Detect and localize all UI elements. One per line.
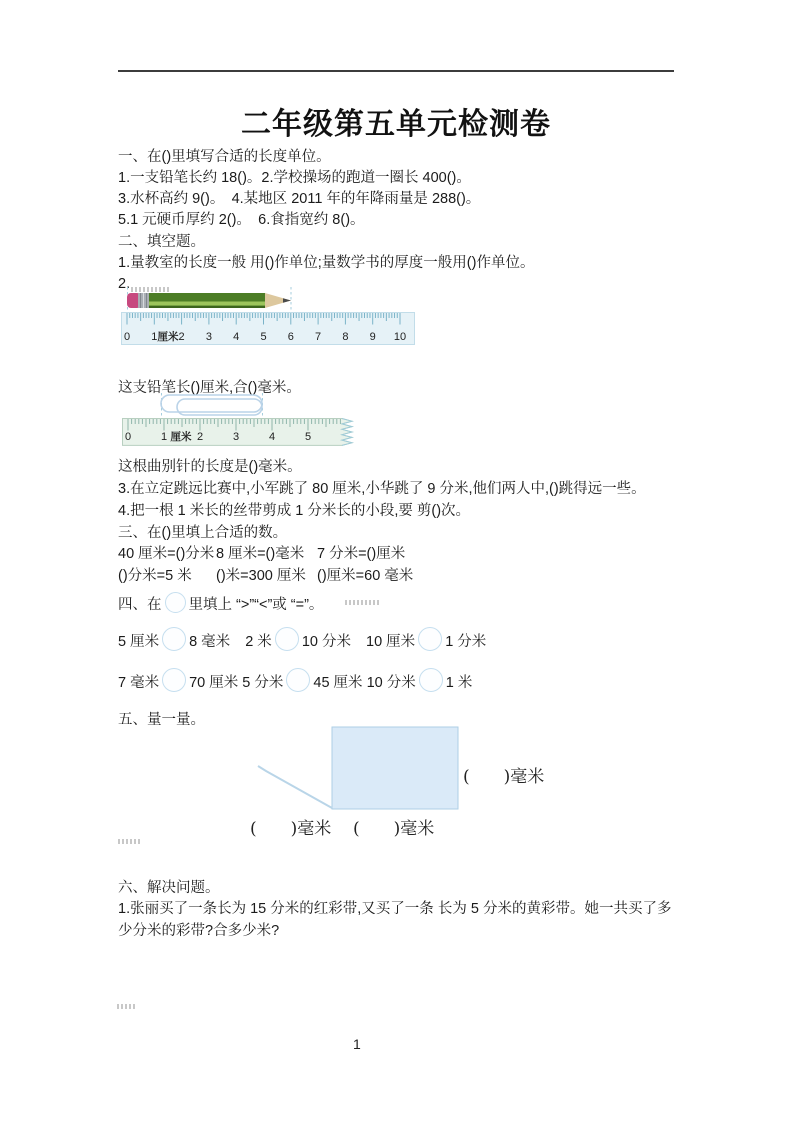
section6-heading: 六、解决问题。 bbox=[118, 880, 220, 896]
compare-right: 8 毫米 bbox=[189, 634, 231, 650]
compare-group bbox=[118, 634, 230, 650]
ruler-tick-label: 2 bbox=[178, 331, 185, 343]
tiny-print-smudge bbox=[118, 839, 140, 844]
ruler-tick-label: 9 bbox=[369, 331, 376, 343]
section3-heading: 三、在()里填上合适的数。 bbox=[118, 525, 288, 541]
section3-item: ()厘米=60 毫米 bbox=[317, 568, 414, 584]
compare-left: 10 分米 bbox=[366, 675, 416, 691]
compare-group bbox=[118, 675, 238, 691]
page-title: 二年级第五单元检测卷 bbox=[241, 108, 551, 141]
ruler-tick-label: 7 bbox=[315, 331, 322, 343]
compare-circle bbox=[286, 668, 310, 692]
compare-left: 2 米 bbox=[245, 634, 272, 650]
section1-line1: 1.一支铅笔长约 18()。2.学校操场的跑道一圈长 400()。 bbox=[118, 170, 471, 186]
watermark-smudge bbox=[117, 1004, 135, 1009]
clip-caption: 这根曲别针的长度是()毫米。 bbox=[118, 459, 302, 475]
cm-unit-label: 厘米 bbox=[170, 431, 192, 443]
ruler-tick-label: 4 bbox=[268, 431, 276, 443]
compare-right: 1 分米 bbox=[445, 634, 487, 650]
compare-circle bbox=[275, 627, 299, 651]
header-rule bbox=[118, 70, 674, 72]
section1-line2: 3.水杯高约 9()。 4.某地区 2011 年的年降雨量是 288()。 bbox=[118, 191, 481, 207]
section4-row1 bbox=[118, 627, 486, 655]
section3-item: 40 厘米=()分米 bbox=[118, 546, 215, 562]
ruler-tick-label: 1 bbox=[160, 431, 168, 443]
compare-circle bbox=[418, 627, 442, 651]
section2-q2-label: 2. bbox=[118, 276, 131, 292]
section4-heading-suffix: 里填上 “>”“<”或 “=”。 bbox=[188, 597, 324, 613]
paperclip-ruler-figure bbox=[118, 388, 378, 448]
paperclip-illustration bbox=[161, 395, 262, 415]
compare-right: 10 分米 bbox=[301, 634, 351, 650]
section1-heading: 一、在()里填写合适的长度单位。 bbox=[118, 149, 331, 165]
ruler-tick-label: 0 bbox=[123, 331, 131, 343]
compare-right: 45 厘米 bbox=[313, 675, 363, 691]
measure-rectangle bbox=[332, 727, 458, 809]
ruler-tick-label: 4 bbox=[233, 331, 240, 343]
ruler-tick-label: 3 bbox=[232, 431, 240, 443]
cm-unit-label: 厘米 bbox=[157, 331, 179, 343]
page-number: 1 bbox=[353, 1036, 361, 1052]
compare-circle bbox=[162, 668, 186, 692]
compare-right: 1 米 bbox=[445, 675, 473, 691]
mm-label-right: ( )毫米 bbox=[463, 767, 545, 787]
pencil-illustration bbox=[127, 293, 291, 308]
section3-item: ()分米=5 米 bbox=[118, 568, 192, 584]
compare-left: 10 厘米 bbox=[366, 634, 416, 650]
compare-circle bbox=[165, 592, 186, 613]
compare-group bbox=[242, 675, 362, 691]
section6-q1: 1.张丽买了一条长为 15 分米的红彩带,又买了一条 长为 5 分米的黄彩带。她一共买了多少分米的彩带?合多少米? bbox=[118, 901, 672, 939]
section2-q3: 3.在立定跳远比赛中,小军跳了 80 厘米,小华跳了 9 分米,他们两人中,()跳得远一些。 bbox=[118, 481, 646, 497]
ruler-tick-label: 8 bbox=[342, 331, 349, 343]
ruler-tick-label: 6 bbox=[287, 331, 294, 343]
mm-label-bottom-left: ( )毫米 bbox=[250, 819, 332, 839]
ruler-tick-label: 5 bbox=[304, 431, 312, 443]
section4-heading bbox=[118, 592, 323, 616]
section1-line3: 5.1 元硬币厚约 2()。 6.食指宽约 8()。 bbox=[118, 212, 365, 228]
compare-right: 70 厘米 bbox=[189, 675, 239, 691]
ruler-tick-label: 10 bbox=[393, 331, 407, 343]
ruler-tick-label: 3 bbox=[205, 331, 212, 343]
ruler-tick-label: 2 bbox=[196, 431, 204, 443]
compare-circle bbox=[162, 627, 186, 651]
ruler-tick-label: 5 bbox=[260, 331, 267, 343]
measure-line bbox=[258, 766, 332, 808]
compare-group bbox=[366, 634, 486, 650]
compare-left: 5 分米 bbox=[242, 675, 284, 691]
section2-q4: 4.把一根 1 米长的丝带剪成 1 分米长的小段,要 剪()次。 bbox=[118, 503, 471, 519]
section4-row2 bbox=[118, 668, 472, 696]
section2-q1: 1.量教室的长度一般 用()作单位;量数学书的厚度一般用()作单位。 bbox=[118, 255, 535, 271]
section4-heading-prefix: 四、在 bbox=[118, 597, 162, 613]
tiny-print-smudge bbox=[345, 600, 379, 605]
compare-group bbox=[245, 634, 351, 650]
section2-heading: 二、填空题。 bbox=[118, 234, 205, 250]
section5-heading: 五、量一量。 bbox=[118, 712, 205, 728]
section3-item: ()米=300 厘米 bbox=[216, 568, 306, 584]
ruler-tick-label: 1 bbox=[151, 331, 158, 343]
compare-group bbox=[367, 675, 473, 691]
pencil-caption: 这支铅笔长()厘米,合()毫米。 bbox=[118, 380, 301, 396]
section3-item: 7 分米=()厘米 bbox=[317, 546, 406, 562]
section3-item: 8 厘米=()毫米 bbox=[216, 546, 305, 562]
ruler-tick-label: 0 bbox=[124, 431, 132, 443]
compare-left: 5 厘米 bbox=[118, 634, 160, 650]
pencil-ruler-figure bbox=[118, 283, 420, 349]
mm-label-bottom-right: ( )毫米 bbox=[353, 819, 435, 839]
compare-left: 7 毫米 bbox=[118, 675, 160, 691]
compare-circle bbox=[419, 668, 443, 692]
